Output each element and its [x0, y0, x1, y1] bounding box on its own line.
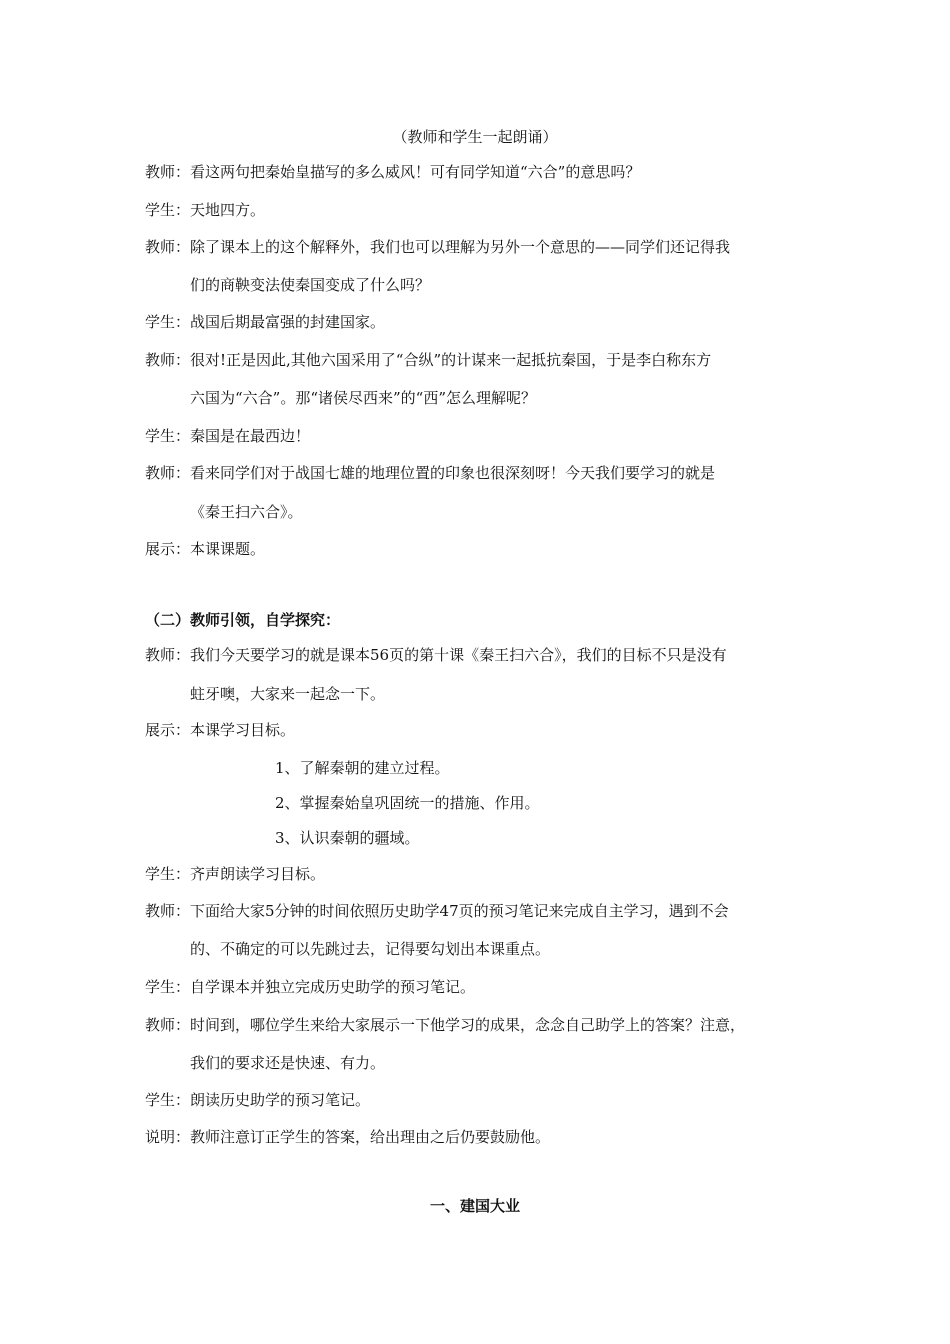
dialogue-line: 教师：看这两句把秦始皇描写的多么威风！可有同学知道“六合”的意思吗？: [145, 163, 641, 181]
recitation-note: （教师和学生一起朗诵）: [392, 128, 558, 146]
dialogue-line-continuation: 我们的要求还是快速、有力。: [190, 1054, 386, 1072]
dialogue-line-continuation: 六国为“六合”。那“诸侯尽西来”的“西”怎么理解呢？: [190, 389, 537, 407]
dialogue-line-continuation: 的、不确定的可以先跳过去，记得要勾划出本课重点。: [190, 940, 551, 958]
objective-item: 1、了解秦朝的建立过程。: [275, 759, 450, 777]
dialogue-line: 展示：本课课题。: [145, 540, 266, 558]
dialogue-line: 学生：秦国是在最西边！: [145, 427, 311, 445]
dialogue-line: 学生：天地四方。: [145, 201, 266, 219]
dialogue-line: 教师：看来同学们对于战国七雄的地理位置的印象也很深刻呀！今天我们要学习的就是: [145, 464, 716, 482]
dialogue-line-continuation: 蛀牙噢，大家来一起念一下。: [190, 685, 386, 703]
section-heading: （二）教师引领，自学探究：: [145, 611, 341, 629]
dialogue-line: 学生：齐声朗读学习目标。: [145, 865, 326, 883]
chapter-heading: 一、建国大业: [429, 1197, 520, 1215]
objective-item: 2、掌握秦始皇巩固统一的措施、作用。: [275, 794, 540, 812]
dialogue-line: 学生：自学课本并独立完成历史助学的预习笔记。: [145, 978, 476, 996]
dialogue-line: 教师：时间到，哪位学生来给大家展示一下他学习的成果，念念自己助学上的答案？注意，: [145, 1016, 746, 1034]
dialogue-line: 学生：朗读历史助学的预习笔记。: [145, 1091, 371, 1109]
dialogue-line-continuation: 们的商鞅变法使秦国变成了什么吗？: [190, 276, 431, 294]
dialogue-line: 教师：下面给大家5分钟的时间依照历史助学47页的预习笔记来完成自主学习，遇到不会: [145, 902, 729, 920]
dialogue-line: 教师：我们今天要学习的就是课本56页的第十课《秦王扫六合》，我们的目标不只是没有: [145, 646, 727, 664]
dialogue-line: 教师：除了课本上的这个解释外，我们也可以理解为另外一个意思的——同学们还记得我: [145, 238, 731, 256]
dialogue-line: 学生：战国后期最富强的封建国家。: [145, 313, 386, 331]
dialogue-line: 展示：本课学习目标。: [145, 721, 296, 739]
dialogue-line: 教师：很对!正是因此,其他六国采用了“合纵”的计谋来一起抵抗秦国，于是李白称东方: [145, 351, 712, 369]
dialogue-line-continuation: 《秦王扫六合》。: [190, 503, 303, 521]
dialogue-line: 说明：教师注意订正学生的答案，给出理由之后仍要鼓励他。: [145, 1128, 551, 1146]
objective-item: 3、认识秦朝的疆域。: [275, 829, 420, 847]
